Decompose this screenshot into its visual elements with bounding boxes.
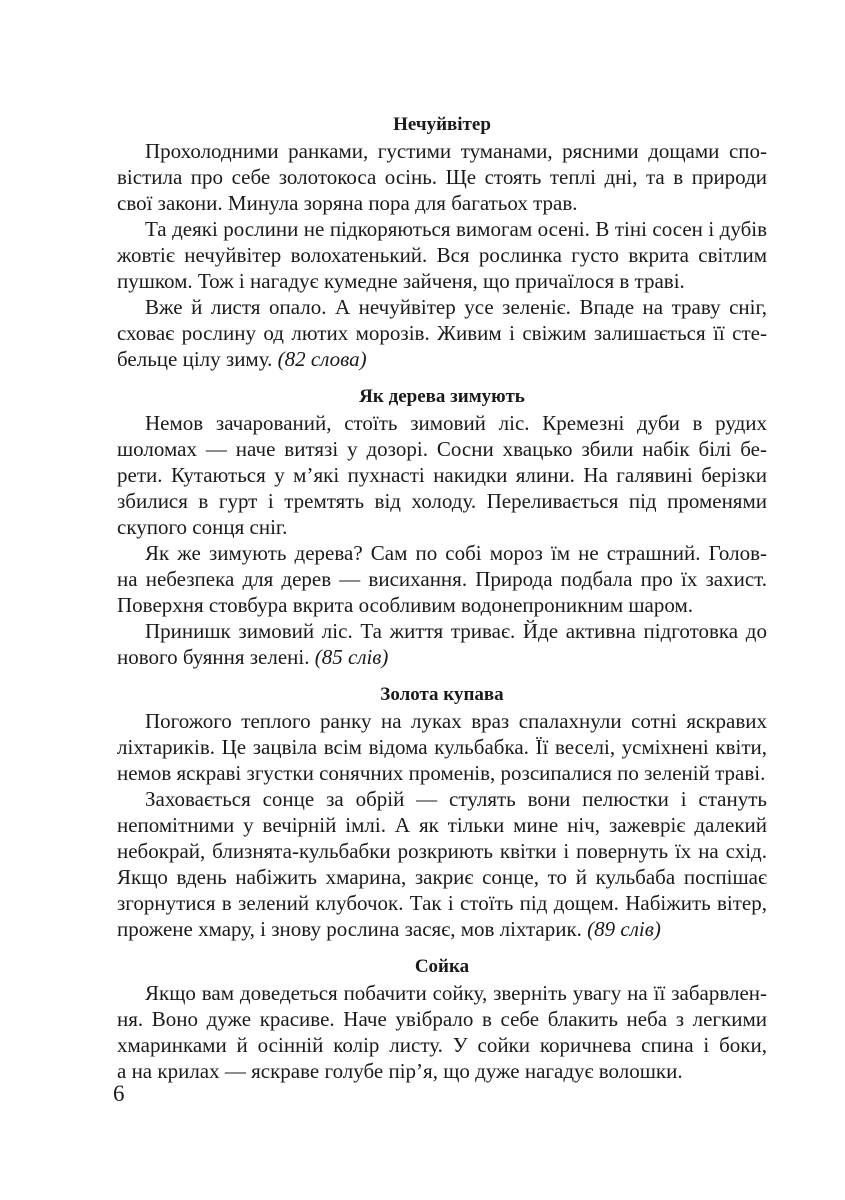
text-line: рети. Кутаються у м’які пухнасті накидки ялини. На галявині берізки	[117, 463, 767, 487]
text-line: непомітними у вечірній імлі. А як тільки мине ніч, зажевріє далекий	[117, 813, 767, 837]
text-line: згорнутися в зелений клубочок. Так і стоїть під дощем. Набіжить вітер,	[117, 891, 767, 915]
section-title-soyka: Сойка	[414, 956, 470, 977]
section-title-zolota-kupava: Золота купава	[380, 684, 504, 705]
text-line: скупого сонця сніг.	[117, 515, 288, 539]
text-line: Принишк зимовий ліс. Та життя триває. Йде активна підготовка до	[145, 619, 767, 643]
text-line: Якщо вам доведеться побачити сойку, зверніть увагу на її забарвлен-	[145, 981, 767, 1005]
text-line: Вже й листя опало. А нечуйвітер усе зеленіє. Впаде на траву сніг,	[145, 295, 767, 319]
text-line-end: прожене хмару, і знову рослина засяє, мов ліхтарик.	[117, 917, 582, 941]
text-line-with-count	[117, 644, 767, 670]
text-line: немов яскраві згустки сонячних променів, розсипалися по зеленій траві.	[117, 761, 766, 785]
word-count: (85 слів)	[314, 645, 389, 669]
section-title-nechuyviter: Нечуйвітер	[393, 114, 491, 135]
text-line: ня. Воно дуже красиве. Наче увібрало в себе блакить неба з легкими	[117, 1007, 767, 1031]
page-number: 6	[113, 1081, 125, 1106]
text-line: ліхтариків. Це зацвіла всім відома кульбабка. Її веселі, усміхнені квіти,	[117, 735, 767, 759]
text-line: Заховається сонце за обрій — стулять вони пелюстки і стануть	[145, 787, 767, 811]
text-line: свої закони. Минула зоряна пора для багатьох трав.	[117, 191, 578, 215]
word-count: (89 слів)	[587, 917, 661, 941]
text-line: на небезпека для дерев — висихання. Природа подбала про їх захист.	[117, 567, 767, 591]
text-line-with-count	[117, 916, 767, 942]
text-line: сховає рослину од лютих морозів. Живим і свіжим залишається її сте-	[117, 321, 767, 345]
text-line: Якщо вдень набіжить хмарина, закриє сонце, то й кульбаба поспішає	[117, 865, 767, 889]
text-line-with-count	[117, 346, 767, 372]
text-line: пушком. Тож і нагадує кумедне зайченя, що причаїлося в траві.	[117, 269, 685, 293]
text-line: шоломах — наче витязі у дозорі. Сосни хвацько збили набік білі бе-	[117, 437, 767, 461]
text-line-end: бельце цілу зиму.	[117, 347, 273, 371]
text-line: небокрай, близнята-кульбабки розкриють квітки і повернуть їх на схід.	[117, 839, 767, 863]
text-line: а на крилах — яскраве голубе пір’я, що дуже нагадує волошки.	[117, 1059, 683, 1083]
text-line: Та деякі рослини не підкоряються вимогам осені. В тіні сосен і дубів	[145, 217, 767, 241]
text-line: Немов зачарований, стоїть зимовий ліс. Кремезні дуби в рудих	[145, 411, 767, 435]
text-line: хмаринками й осінній колір листу. У сойки коричнева спина і боки,	[117, 1033, 767, 1057]
text-line: збилися в гурт і тремтять від холоду. Переливається під променями	[117, 489, 767, 513]
text-line-end: нового буяння зелені.	[117, 645, 310, 669]
text-line: Як же зимують дерева? Сам по собі мороз їм не страшний. Голов-	[145, 541, 767, 565]
text-line: Погожого теплого ранку на луках враз спалахнули сотні яскравих	[145, 709, 767, 733]
text-line: Поверхня стовбура вкрита особливим водонепроникним шаром.	[117, 593, 693, 617]
text-line: жовтіє нечуйвітер волохатенький. Вся рослинка густо вкрита світлим	[117, 243, 767, 267]
text-line: Прохолодними ранками, густими туманами, рясними дощами спо-	[145, 139, 767, 163]
text-line: вістила про себе золотокоса осінь. Ще стоять теплі дні, та в природи	[117, 165, 767, 189]
word-count: (82 слова)	[277, 347, 367, 371]
section-title-yak-dereva-zymuyut: Як дерева зимують	[359, 386, 525, 407]
